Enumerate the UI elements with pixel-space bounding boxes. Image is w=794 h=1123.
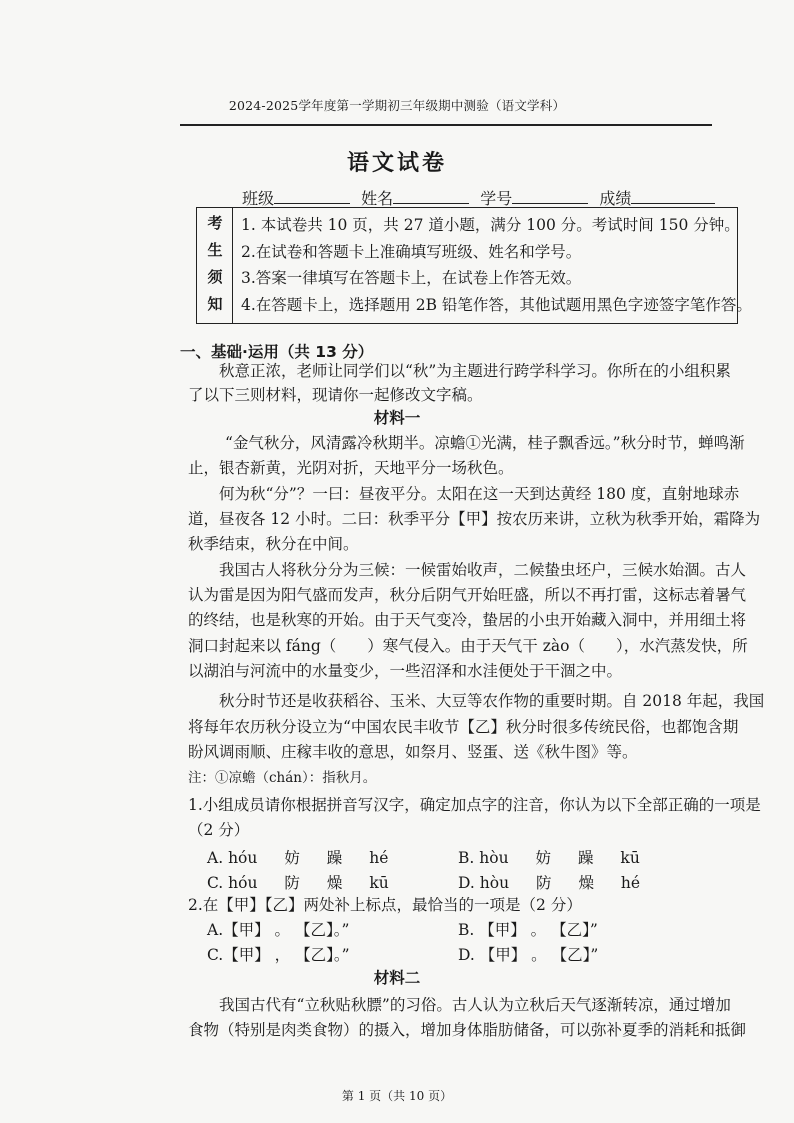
score-blank: [631, 189, 715, 204]
name-label: 姓名: [361, 189, 394, 208]
option-pinyin: hòu: [479, 849, 509, 867]
exam-notice-box: [196, 207, 752, 324]
header-rule: [180, 124, 712, 126]
q1-option-a: [207, 846, 388, 868]
class-blank: [274, 189, 350, 204]
option-letter: C.: [207, 874, 224, 892]
exam-header: 2024-2025学年度第一学期初三年级期中测验（语文学科）: [228, 98, 566, 113]
material1-line: 以湖泊与河流中的水量变少，一些沼泽和水洼便处于干涸之中。: [188, 662, 623, 680]
option-pinyin: hóu: [228, 849, 258, 867]
notice-label-char: 知: [207, 295, 223, 313]
q2-option-b: B. 【甲】 。 【乙】”: [458, 921, 598, 939]
name-blank: [393, 189, 469, 204]
q2-option-a: A.【甲】 。 【乙】。”: [207, 921, 350, 939]
material1-line: “金气秋分，风清露冷秋期半。凉蟾①光满，桂子飘香远。”秋分时节，蝉鸣渐: [225, 434, 745, 452]
notice-label: [197, 208, 233, 323]
notice-label-char: 生: [207, 241, 223, 259]
question-1-stem: 1.小组成员请你根据拼音写汉字，确定加点字的注音，你认为以下全部正确的一项是: [188, 796, 761, 814]
q2-option-c: C.【甲】 ， 【乙】。”: [207, 946, 350, 964]
notice-list: [241, 212, 752, 318]
notice-item: 3.答案一律填写在答题卡上，在试卷上作答无效。: [241, 269, 582, 287]
option-char: 燥: [578, 874, 594, 892]
material1-line: 止，银杏新黄，光阴对折，天地平分一场秋色。: [188, 459, 514, 477]
material2-line: 我国古代有“立秋贴秋膘”的习俗。古人认为立秋后天气逐渐转凉，通过增加: [219, 996, 731, 1014]
material1-line: 盼风调雨顺、庄稼丰收的意思，如祭月、竖蛋、送《秋牛图》等。: [188, 743, 638, 761]
notice-label-char: 须: [207, 268, 223, 286]
material1-line: 认为雷是因为阳气盛而发声，秋分后阴气开始旺盛，所以不再打雷，这标志着暑气: [188, 586, 747, 604]
option-char: 躁: [577, 849, 594, 867]
option-pinyin: hé: [369, 849, 389, 867]
option-char: 防: [536, 874, 552, 892]
material2-line: 食物（特别是肉类食物）的摄入，增加身体脂肪储备，可以弥补夏季的消耗和抵御: [188, 1021, 747, 1039]
q1-option-c: [207, 871, 389, 893]
option-pinyin: kū: [620, 849, 640, 867]
q1-option-d: [458, 871, 640, 893]
option-letter: B.: [458, 849, 475, 867]
question-1-points: （2 分）: [188, 821, 250, 839]
page-title: 语文试卷: [346, 151, 447, 176]
intro-line: 了以下三则材料，现请你一起修改文字稿。: [188, 386, 483, 404]
material1-line: 洞口封起来以 fáng（ ）寒气侵入。由于天气干 zào（ ），水汽蒸发快，所: [188, 637, 748, 655]
material1-line: 的终结，也是秋寒的开始。由于天气变冷，蛰居的小虫开始藏入洞中，并用细土将: [188, 611, 747, 629]
score-label: 成绩: [599, 189, 632, 208]
student-id-label: 学号: [480, 189, 513, 208]
option-char: 燥: [326, 874, 343, 892]
option-char: 躁: [326, 849, 343, 867]
material-title: 材料二: [373, 969, 421, 987]
material1-line: 我国古人将秋分分为三候：一候雷始收声，二候蛰虫坯户，三候水始涸。古人: [219, 561, 747, 579]
material1-line: 道，昼夜各 12 小时。二曰：秋季平分【甲】按农历来讲，立秋为秋季开始，霜降为: [188, 510, 761, 528]
material1-line: 秋分时节还是收获稻谷、玉米、大豆等农作物的重要时期。自 2018 年起，我国: [219, 692, 765, 710]
option-pinyin: kū: [369, 874, 389, 892]
option-letter: A.: [207, 849, 224, 867]
option-pinyin: hóu: [228, 874, 258, 892]
option-char: 防: [284, 874, 300, 892]
q2-option-d: D. 【甲】 。 【乙】”: [458, 946, 599, 964]
notice-item: 1. 本试卷共 10 页，共 27 道小题，满分 100 分。考试时间 150 分钟。: [241, 216, 740, 234]
option-pinyin: hé: [620, 874, 641, 892]
material1-line: 秋季结束，秋分在中间。: [188, 535, 359, 553]
notice-item: 4.在答题卡上，选择题用 2B 铅笔作答，其他试题用黑色字迹签字笔作答。: [241, 295, 752, 314]
student-info-row: [242, 186, 721, 209]
material1-line: 何为秋“分”？一曰：昼夜平分。太阳在这一天到达黄经 180 度，直射地球赤: [219, 485, 740, 503]
material-title: 材料一: [373, 409, 421, 427]
page-footer: 第 1 页（共 10 页）: [341, 1089, 453, 1103]
notice-label-char: 考: [207, 214, 223, 232]
notice-item: 2.在试卷和答题卡上准确填写班级、姓名和学号。: [241, 242, 582, 261]
student-id-blank: [512, 189, 588, 204]
section-heading: 一、基础·运用（共 13 分）: [180, 343, 374, 361]
material1-line: 将每年农历秋分设立为“中国农民丰收节【乙】秋分时很多传统民俗，也都饱含期: [188, 718, 739, 736]
intro-line: 秋意正浓，老师让同学们以“秋”为主题进行跨学科学习。你所在的小组积累: [219, 362, 731, 380]
option-letter: D.: [458, 874, 475, 892]
option-char: 妨: [535, 849, 552, 867]
option-pinyin: hòu: [479, 874, 510, 892]
option-char: 妨: [284, 849, 300, 867]
class-label: 班级: [242, 189, 275, 208]
q1-option-b: [458, 846, 640, 868]
question-2-stem: 2.在【甲】【乙】两处补上标点，最恰当的一项是（2 分）: [188, 896, 582, 914]
footnote: 注：①凉蟾（chán）：指秋月。: [188, 770, 377, 786]
